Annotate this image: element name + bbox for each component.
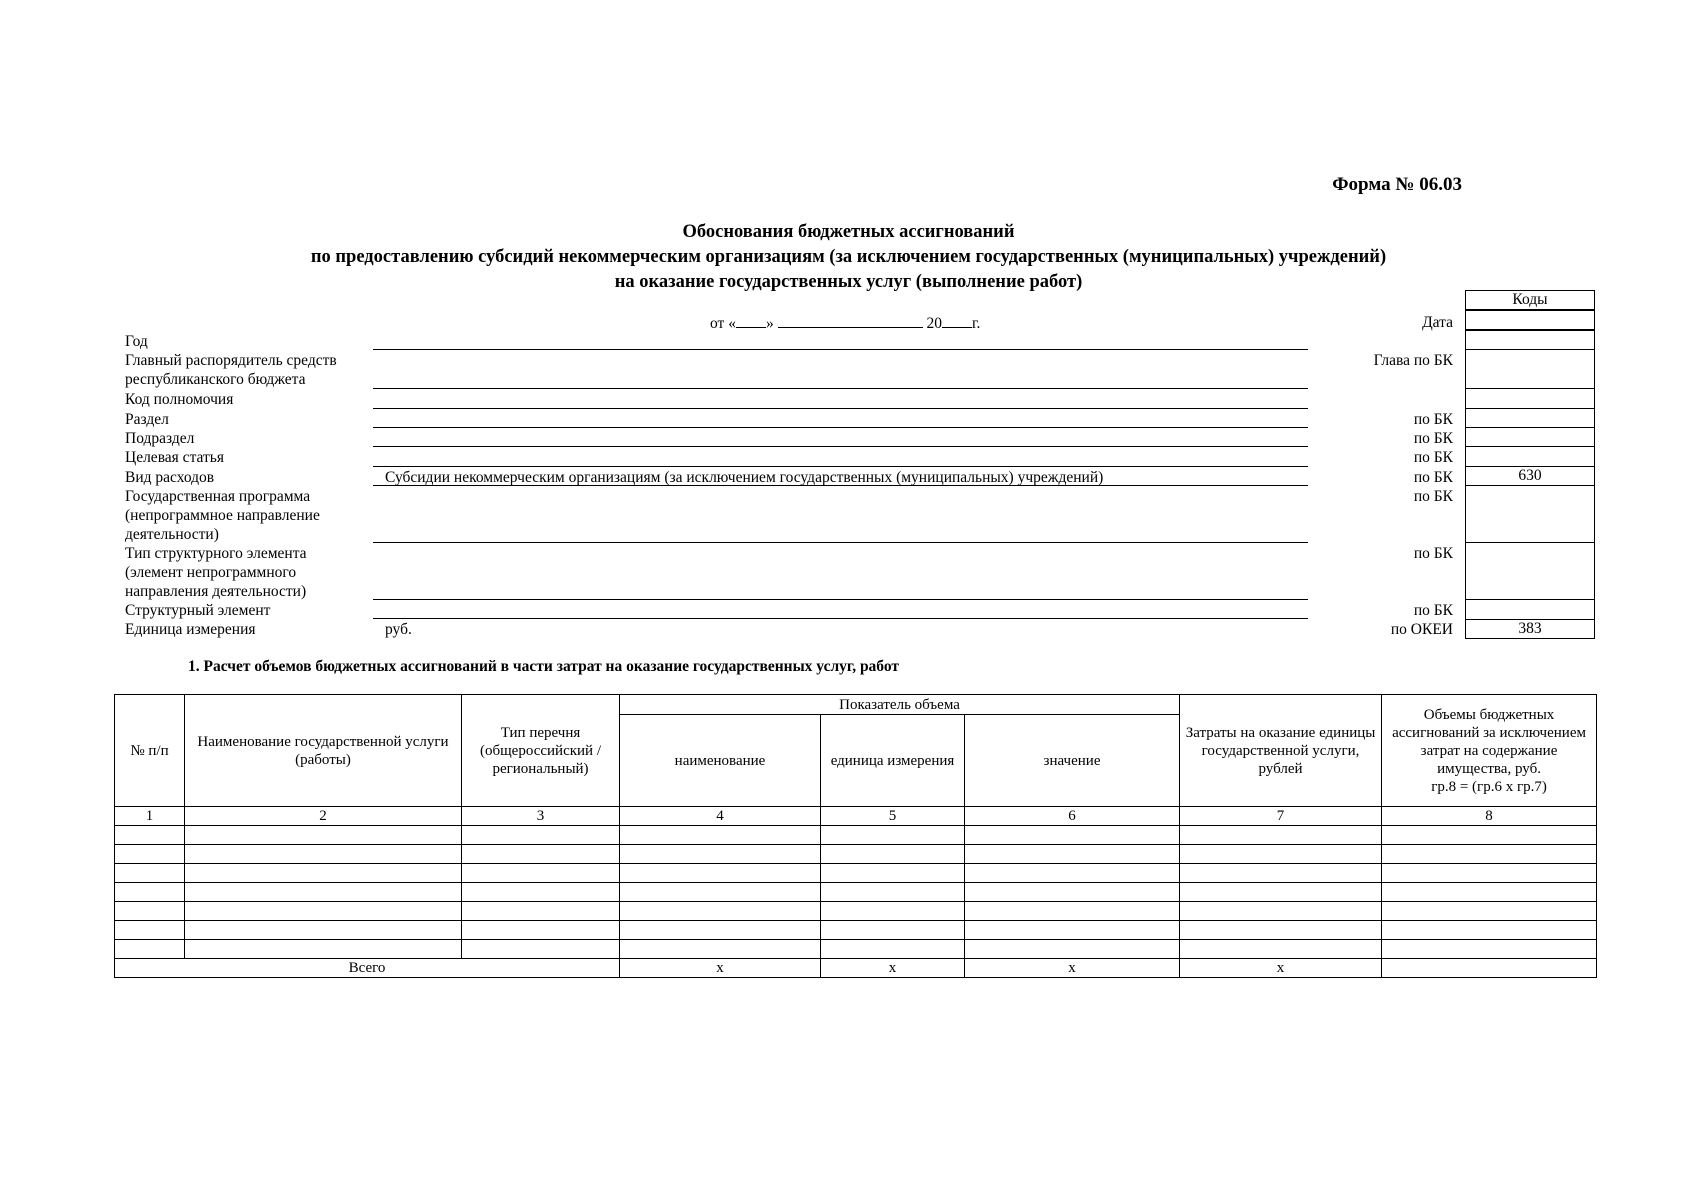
struct-element-bk-label: по БК [1413,602,1453,619]
table-cell[interactable] [965,883,1180,902]
code-section-box[interactable] [1465,408,1595,428]
subsection-bk-label: по БК [1413,430,1453,447]
code-date-box[interactable] [1465,310,1595,330]
year-label: Год [125,333,148,350]
header-total-volume-formula: гр.8 = (гр.6 х гр.7) [1431,778,1547,795]
table-cell[interactable] [620,864,821,883]
title-line-2: по предоставлению субсидий некоммерческим организациям (за исключением государственных (муниципальных) учреждений) [310,247,1387,267]
program-label [125,487,365,544]
total-x-cell: х [1180,959,1382,978]
code-chapter-box[interactable] [1465,349,1595,389]
table-cell[interactable] [462,902,620,921]
section-bk-label: по БК [1413,411,1453,428]
table-row [115,883,1597,902]
target-article-label: Целевая статья [125,449,224,466]
header-list-type: Тип перечня (общероссийский / региональный) [462,695,620,807]
table-cell[interactable] [1382,902,1597,921]
expense-type-value: Субсидии некоммерческим организациям (за исключением государственных (муниципальных) учреждений) [385,469,1104,486]
header-volume-indicator: Показатель объема [620,695,1180,715]
subsection-line[interactable] [373,446,1308,447]
table-cell[interactable] [1180,826,1382,845]
table-cell[interactable] [185,845,462,864]
main-manager-label-1: Главный распорядитель средств [125,352,337,369]
table-cell[interactable] [821,864,965,883]
total-label: Всего [115,959,620,978]
struct-type-line[interactable] [373,599,1308,600]
code-authority-box[interactable] [1465,388,1595,409]
program-bk-label: по БК [1413,488,1453,505]
subsection-label: Подраздел [125,430,195,447]
struct-type-label [125,544,365,601]
table-cell[interactable] [821,845,965,864]
table-row [115,921,1597,940]
table-cell[interactable] [1180,902,1382,921]
table-cell[interactable] [115,921,185,940]
table-cell[interactable] [965,940,1180,959]
section-label: Раздел [125,411,169,428]
header-unit-cost: Затраты на оказание единицы государственной услуги, рублей [1180,695,1382,807]
table-cell[interactable] [462,864,620,883]
target-article-bk-label: по БК [1413,449,1453,466]
section-1-title: 1. Расчет объемов бюджетных ассигнований в части затрат на оказание государственных услуг, работ [188,658,900,675]
header-num: № п/п [115,695,185,807]
table-cell[interactable] [821,902,965,921]
col-number: 7 [1180,807,1382,826]
date-year-suffix: г. [971,315,981,332]
col-number: 3 [462,807,620,826]
codes-header: Коды [1465,290,1595,310]
section-line[interactable] [373,427,1308,428]
date-from-label: от « [710,315,736,332]
table-row [115,940,1597,959]
year-line[interactable] [373,349,1308,350]
col-number: 8 [1382,807,1597,826]
table-cell[interactable] [620,940,821,959]
table-cell[interactable] [821,883,965,902]
header-service-name: Наименование государственной услуги (работы) [185,695,462,807]
table-cell[interactable] [965,826,1180,845]
date-year-prefix: 20 [926,315,942,332]
struct-type-label-1: Тип структурного элемента [125,545,307,562]
table-cell[interactable] [1382,921,1597,940]
table-cell[interactable] [1382,883,1597,902]
table-cell[interactable] [462,921,620,940]
column-number-row [115,807,1597,826]
table-cell[interactable] [620,826,821,845]
main-manager-label [125,351,365,389]
table-cell[interactable] [185,883,462,902]
table-cell[interactable] [185,864,462,883]
col-number: 6 [965,807,1180,826]
program-line[interactable] [373,542,1308,543]
date-label: Дата [1422,314,1453,331]
title-line-3: на оказание государственных услуг (выполнение работ) [614,272,1083,292]
struct-element-label: Структурный элемент [125,602,271,619]
col-number: 5 [821,807,965,826]
authority-code-line[interactable] [373,408,1308,409]
total-row [115,959,1597,978]
unit-value: руб. [385,621,412,638]
total-x-cell: х [620,959,821,978]
code-struct-type-box[interactable] [1465,542,1595,600]
date-year-field[interactable] [942,313,972,328]
table-row [115,864,1597,883]
code-subsection-box[interactable] [1465,427,1595,447]
program-label-2: (непрограммное направление [125,507,320,524]
table-cell[interactable] [821,921,965,940]
table-cell[interactable] [1382,826,1597,845]
col-number: 4 [620,807,821,826]
table-cell[interactable] [462,883,620,902]
code-target-article-box[interactable] [1465,446,1595,467]
header-volume-unit: единица измерения [821,715,965,807]
code-struct-element-box[interactable] [1465,599,1595,620]
table-cell[interactable] [1180,864,1382,883]
total-x-cell: х [821,959,965,978]
expense-type-line[interactable] [373,485,1308,486]
expense-type-bk-label: по БК [1413,469,1453,486]
table-cell[interactable] [115,940,185,959]
table-row [115,902,1597,921]
table-row [115,826,1597,845]
program-label-1: Государственная программа [125,488,311,505]
header-total-volume [1382,695,1597,807]
table-cell[interactable] [1382,845,1597,864]
table-cell[interactable] [965,902,1180,921]
header-total-volume-text: Объемы бюджетных ассигнований за исключением затрат на содержание имущества, руб. [1392,706,1586,777]
document-title [0,220,1697,295]
date-quote-close: » [765,315,774,332]
table-cell[interactable] [462,826,620,845]
calc-table [114,694,1597,978]
program-label-3: деятельности) [125,526,219,543]
code-expense-type-box[interactable]: 630 [1465,466,1595,486]
table-cell[interactable] [821,826,965,845]
table-cell[interactable] [1382,940,1597,959]
table-cell[interactable] [965,921,1180,940]
table-cell[interactable] [620,845,821,864]
date-day-field[interactable] [736,313,766,328]
table-row [115,845,1597,864]
table-cell[interactable] [1180,883,1382,902]
table-header-row-1 [115,695,1597,715]
authority-code-label: Код полномочия [125,391,234,408]
table-cell[interactable] [462,940,620,959]
table-cell[interactable] [1180,845,1382,864]
table-cell[interactable] [1382,864,1597,883]
table-cell[interactable] [620,921,821,940]
table-cell[interactable] [185,902,462,921]
table-cell[interactable] [1180,921,1382,940]
chapter-label: Глава по БК [1373,352,1453,369]
table-cell[interactable] [115,845,185,864]
struct-type-label-3: направления деятельности) [125,583,307,600]
table-cell[interactable] [1180,940,1382,959]
table-cell[interactable] [185,826,462,845]
table-cell[interactable] [115,826,185,845]
struct-type-bk-label: по БК [1413,545,1453,562]
table-cell[interactable] [115,864,185,883]
table-cell[interactable] [620,883,821,902]
table-cell[interactable] [185,940,462,959]
table-cell[interactable] [115,883,185,902]
unit-label: Единица измерения [125,621,256,638]
expense-type-label: Вид расходов [125,469,215,486]
total-x-cell: х [965,959,1180,978]
okei-label: по ОКЕИ [1390,621,1453,638]
table-cell[interactable] [965,864,1180,883]
code-okei-box[interactable]: 383 [1465,619,1595,639]
struct-type-label-2: (элемент непрограммного [125,564,297,581]
table-cell[interactable] [821,940,965,959]
header-volume-name: наименование [620,715,821,807]
total-value-cell[interactable] [1382,959,1597,978]
struct-element-line[interactable] [373,618,1308,619]
col-number: 2 [185,807,462,826]
table-cell[interactable] [462,845,620,864]
table-cell[interactable] [115,902,185,921]
title-line-1: Обоснования бюджетных ассигнований [682,222,1015,242]
form-number: Форма № 06.03 [1332,174,1462,195]
table-cell[interactable] [185,921,462,940]
table-cell[interactable] [620,902,821,921]
code-year-box[interactable] [1465,330,1595,350]
date-line [710,313,980,333]
main-manager-line[interactable] [373,388,1308,389]
target-article-line[interactable] [373,466,1308,467]
date-month-field[interactable] [778,313,923,328]
code-program-box[interactable] [1465,485,1595,543]
main-manager-label-2: республиканского бюджета [125,371,306,388]
table-cell[interactable] [965,845,1180,864]
col-number: 1 [115,807,185,826]
header-volume-value: значение [965,715,1180,807]
